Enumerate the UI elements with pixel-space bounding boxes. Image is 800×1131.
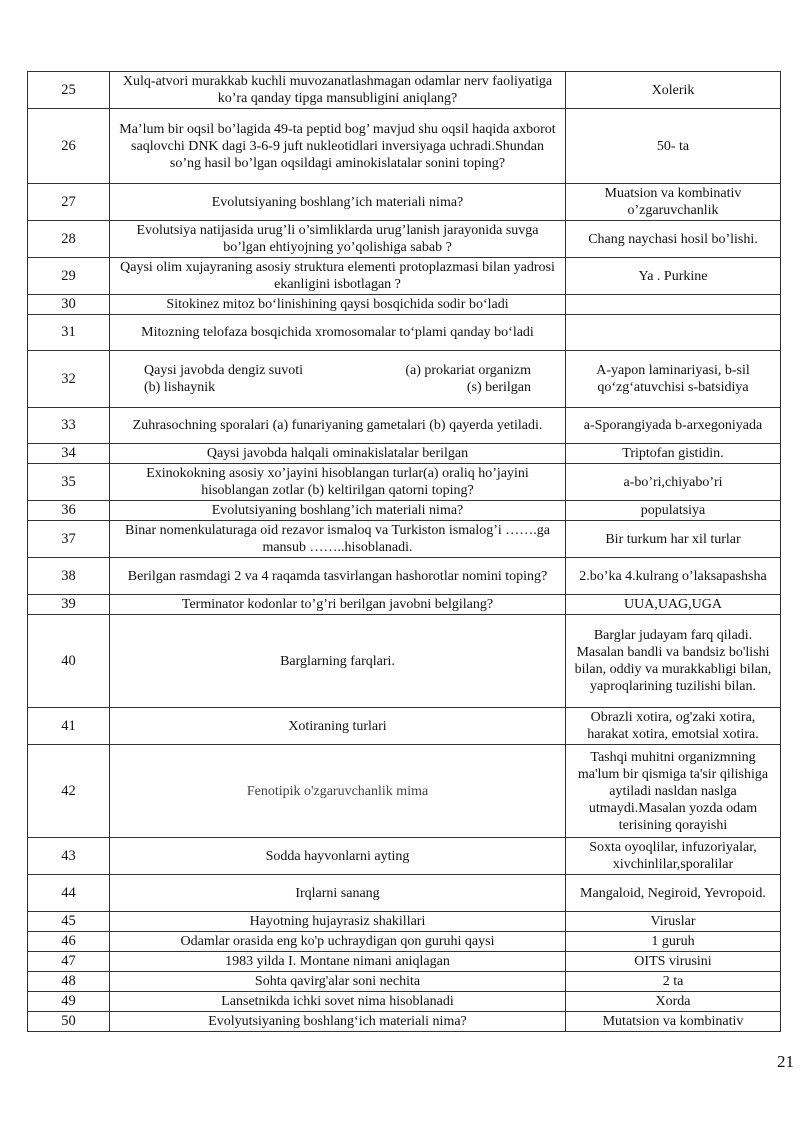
answer-cell: Xolerik <box>566 72 781 109</box>
question-cell: Sodda hayvonlarni ayting <box>110 838 566 875</box>
row-number: 31 <box>28 315 110 351</box>
row-number: 36 <box>28 501 110 521</box>
row-number: 50 <box>28 1012 110 1032</box>
question-cell: Evolutsiya natijasida urug’li o’simliklarda urug’lanish jarayonida suvga bo’lgan ehtiyojning yo’qolishiga sabab ? <box>110 221 566 258</box>
question-cell: Xotiraning turlari <box>110 708 566 745</box>
question-cell: Irqlarni sanang <box>110 875 566 912</box>
question-cell: 1983 yilda I. Montane nimani aniqlagan <box>110 952 566 972</box>
table-row <box>28 351 781 408</box>
answer-cell: Mutatsion va kombinativ <box>566 1012 781 1032</box>
question-cell: Sitokinez mitoz bo‘linishining qaysi bosqichida sodir bo‘ladi <box>110 295 566 315</box>
answer-table-page <box>27 71 780 1032</box>
answer-cell: OITS virusini <box>566 952 781 972</box>
question-cell: Odamlar orasida eng ko'p uchraydigan qon guruhi qaysi <box>110 932 566 952</box>
table-row <box>28 1012 781 1032</box>
row-number: 49 <box>28 992 110 1012</box>
table-row <box>28 295 781 315</box>
answer-cell: a-Sporangiyada b-arxegoniyada <box>566 408 781 444</box>
row-number: 25 <box>28 72 110 109</box>
table-row <box>28 109 781 184</box>
question-cell: Xulq-atvori murakkab kuchli muvozanatlashmagan odamlar nerv faoliyatiga ko’ra qanday tipga mansubligini aniqlang? <box>110 72 566 109</box>
question-cell: Sohta qavirg'alar soni nechita <box>110 972 566 992</box>
table-row <box>28 558 781 595</box>
answer-cell: Soxta oyoqlilar, infuzoriyalar, xivchinlilar,sporalilar <box>566 838 781 875</box>
page-number: 21 <box>777 1052 794 1071</box>
question-cell: Qaysi javobda halqali ominakislatalar berilgan <box>110 444 566 464</box>
table-row <box>28 745 781 838</box>
answer-cell: 1 guruh <box>566 932 781 952</box>
table-row <box>28 992 781 1012</box>
answer-cell: Triptofan gistidin. <box>566 444 781 464</box>
question-line-1 <box>114 362 561 379</box>
question-cell: Berilgan rasmdagi 2 va 4 raqamda tasvirlangan hashorotlar nomini toping? <box>110 558 566 595</box>
answer-cell: Chang naychasi hosil bo’lishi. <box>566 221 781 258</box>
table-row <box>28 444 781 464</box>
table-row <box>28 408 781 444</box>
answer-cell: a-bo’ri,chiyabo’ri <box>566 464 781 501</box>
answer-cell: 2.bo’ka 4.kulrang o’laksapashsha <box>566 558 781 595</box>
table-row <box>28 258 781 295</box>
question-cell: Qaysi olim xujayraning asosiy struktura elementi protoplazmasi bilan yadrosi ekanligini isbotlagan ? <box>110 258 566 295</box>
question-cell: Evolutsiyaning boshlang’ich materiali nima? <box>110 501 566 521</box>
question-cell: Zuhrasochning sporalari (a) funariyaning gametalari (b) qayerda yetiladi. <box>110 408 566 444</box>
question-cell: Terminator kodonlar to’g’ri berilgan javobni belgilang? <box>110 595 566 615</box>
answer-cell: Tashqi muhitni organizmning ma'lum bir qismiga ta'sir qilishiga aytiladi nasldan naslga utmaydi.Masalan yozda odam terisining qorayishi <box>566 745 781 838</box>
question-cell: Fenotipik o'zgaruvchanlik mima <box>110 745 566 838</box>
row-number: 37 <box>28 521 110 558</box>
question-cell: Ma’lum bir oqsil bo’lagida 49-ta peptid bog’ mavjud shu oqsil haqida axborot saqlovchi DNK dagi 3-6-9 juft nukleotidlari inversiyaga uchradi.Shundan so’ng hasil bo’lgan oqsildagi aminokislatalar sonini toping? <box>110 109 566 184</box>
table-row <box>28 838 781 875</box>
question-fragment: (b) lishaynik <box>144 380 216 395</box>
table-row <box>28 315 781 351</box>
answer-cell: 2 ta <box>566 972 781 992</box>
row-number: 41 <box>28 708 110 745</box>
row-number: 47 <box>28 952 110 972</box>
answer-cell: populatsiya <box>566 501 781 521</box>
answer-cell: Muatsion va kombinativ o’zgaruvchanlik <box>566 184 781 221</box>
question-cell: Barglarning farqlari. <box>110 615 566 708</box>
table-row <box>28 521 781 558</box>
answer-cell: A-yapon laminariyasi, b-sil qo‘zg‘atuvchisi s-batsidiya <box>566 351 781 408</box>
row-number: 33 <box>28 408 110 444</box>
row-number: 32 <box>28 351 110 408</box>
question-line-2 <box>114 379 561 396</box>
question-cell: Mitozning telofaza bosqichida xromosomalar to‘plami qanday bo‘ladi <box>110 315 566 351</box>
table-row <box>28 615 781 708</box>
row-number: 43 <box>28 838 110 875</box>
row-number: 30 <box>28 295 110 315</box>
table-row <box>28 221 781 258</box>
question-fragment: Qaysi javobda dengiz suvoti <box>144 363 304 378</box>
answer-cell: UUA,UAG,UGA <box>566 595 781 615</box>
question-cell <box>110 351 566 408</box>
answer-cell <box>566 295 781 315</box>
question-fragment: (a) prokariat organizm <box>405 363 531 378</box>
table-row <box>28 708 781 745</box>
row-number: 28 <box>28 221 110 258</box>
row-number: 38 <box>28 558 110 595</box>
table-row <box>28 184 781 221</box>
table-row <box>28 595 781 615</box>
row-number: 44 <box>28 875 110 912</box>
table-row <box>28 912 781 932</box>
table-row <box>28 932 781 952</box>
row-number: 26 <box>28 109 110 184</box>
table-row <box>28 72 781 109</box>
answer-cell: Bir turkum har xil turlar <box>566 521 781 558</box>
answer-cell: Barglar judayam farq qiladi. Masalan bandli va bandsiz bo'lishi bilan, oddiy va murakkabligi bilan, yaproqlarining tuzilishi bilan. <box>566 615 781 708</box>
table-row <box>28 464 781 501</box>
table-row <box>28 875 781 912</box>
table-row <box>28 501 781 521</box>
question-cell: Evolutsiyaning boshlang’ich materiali nima? <box>110 184 566 221</box>
row-number: 48 <box>28 972 110 992</box>
row-number: 39 <box>28 595 110 615</box>
question-cell: Lansetnikda ichki sovet nima hisoblanadi <box>110 992 566 1012</box>
row-number: 27 <box>28 184 110 221</box>
question-cell: Hayotning hujayrasiz shakillari <box>110 912 566 932</box>
answer-cell: Obrazli xotira, og'zaki xotira, harakat xotira, emotsial xotira. <box>566 708 781 745</box>
answer-cell: Ya . Purkine <box>566 258 781 295</box>
table-row <box>28 952 781 972</box>
answer-cell: Mangaloid, Negiroid, Yevropoid. <box>566 875 781 912</box>
answer-table <box>27 71 781 1032</box>
row-number: 42 <box>28 745 110 838</box>
answer-cell: 50- ta <box>566 109 781 184</box>
table-row <box>28 972 781 992</box>
row-number: 34 <box>28 444 110 464</box>
row-number: 46 <box>28 932 110 952</box>
row-number: 45 <box>28 912 110 932</box>
question-cell: Binar nomenkulaturaga oid rezavor ismaloq va Turkiston ismalog’i …….ga mansub ……..hisoblanadi. <box>110 521 566 558</box>
row-number: 35 <box>28 464 110 501</box>
row-number: 29 <box>28 258 110 295</box>
question-cell: Evolyutsiyaning boshlang‘ich materiali nima? <box>110 1012 566 1032</box>
question-fragment: (s) berilgan <box>466 380 531 395</box>
row-number: 40 <box>28 615 110 708</box>
answer-cell: Viruslar <box>566 912 781 932</box>
question-cell: Exinokokning asosiy xo’jayini hisoblangan turlar(a) oraliq ho’jayini hisoblangan zotlar (b) keltirilgan qatorni toping? <box>110 464 566 501</box>
answer-cell: Xorda <box>566 992 781 1012</box>
answer-cell <box>566 315 781 351</box>
